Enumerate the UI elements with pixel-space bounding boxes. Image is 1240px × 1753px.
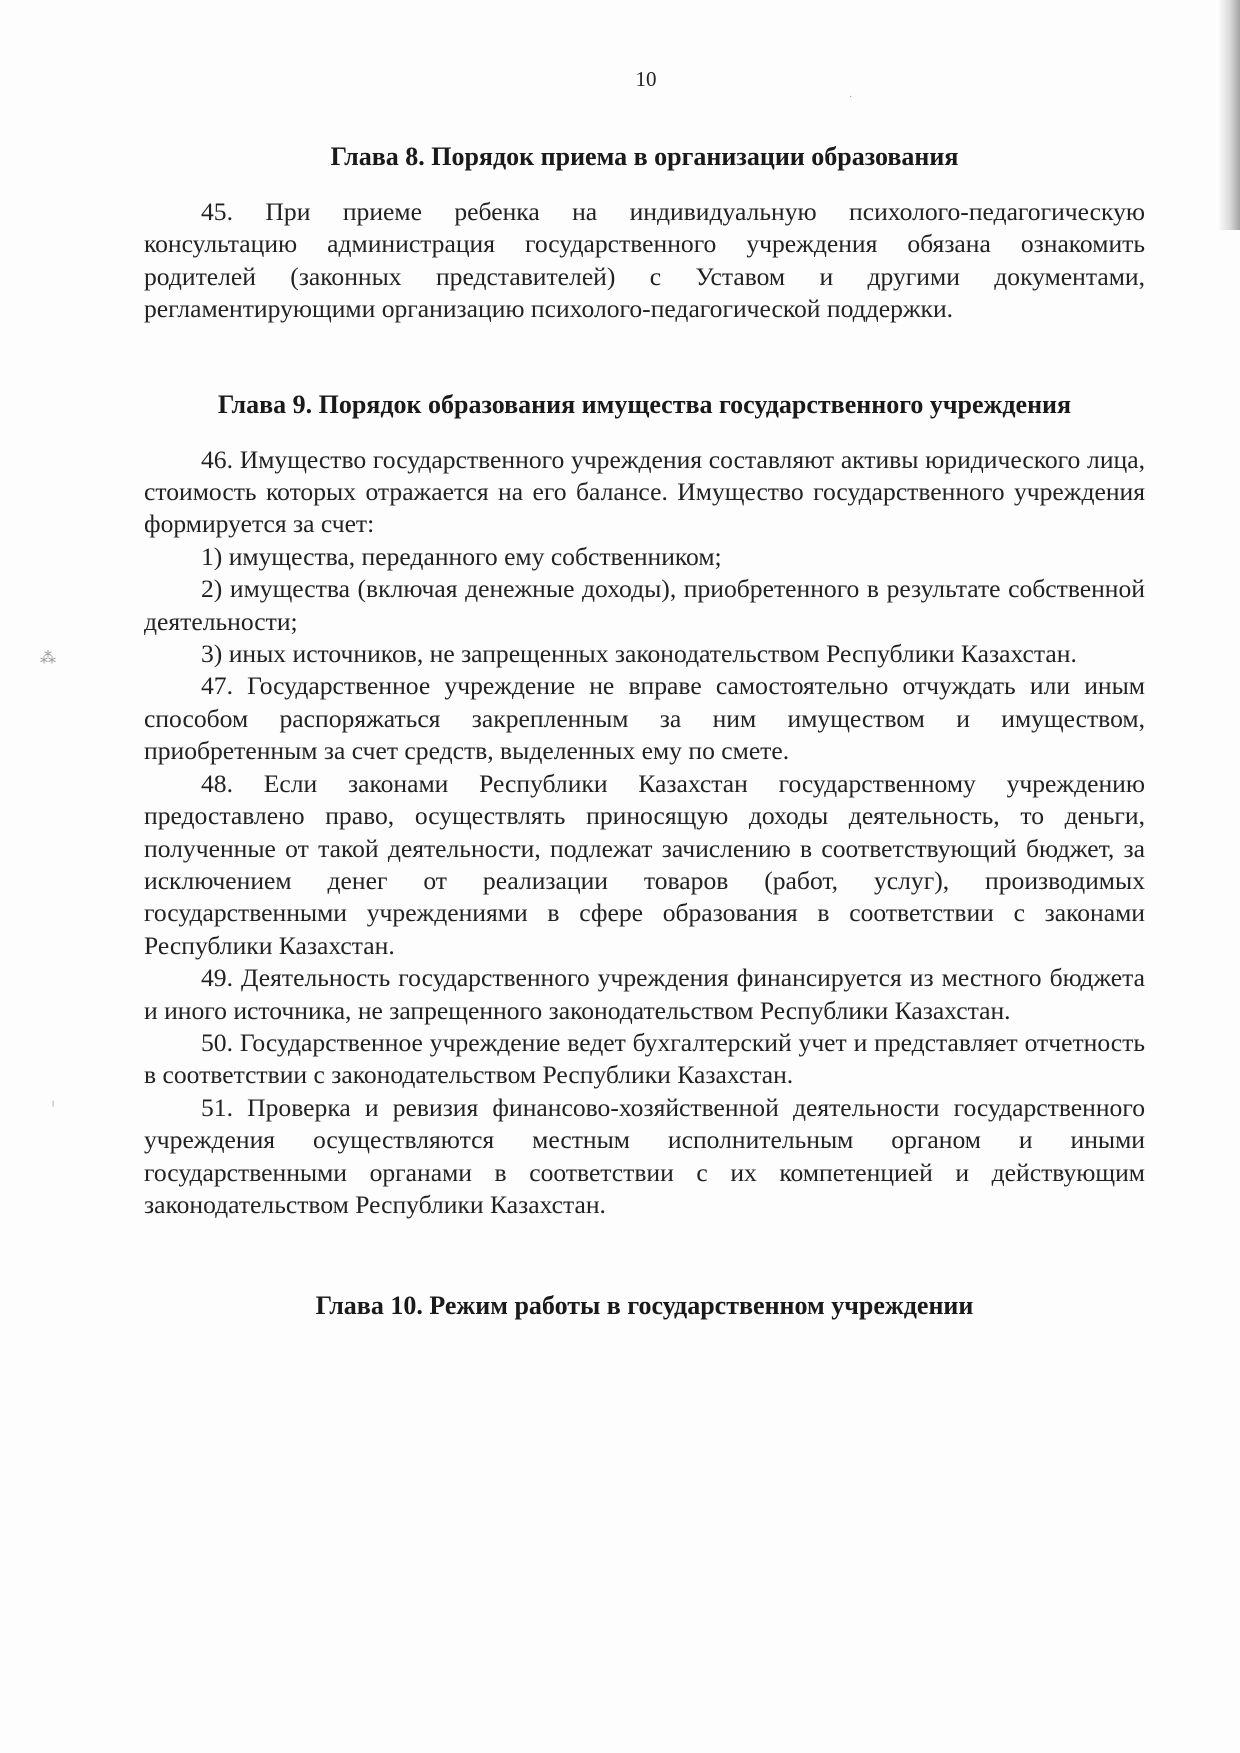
paragraph-46-item-1: 1) имущества, переданного ему собственником; bbox=[201, 541, 722, 571]
paragraph-46-item-2: 2) имущества (включая денежные доходы), приобретенного в результате собственной деятельности; bbox=[144, 574, 1145, 636]
document-body bbox=[144, 140, 1145, 1323]
scan-speck: ⁂ bbox=[40, 650, 56, 667]
paragraph-51: 51. Проверка и ревизия финансово-хозяйственной деятельности государственного учреждения осуществляются местным исполнительным органом и иными государственными органами в соответствии с их компетенцией и действующим законодательством Республики Казахстан. bbox=[144, 1092, 1145, 1219]
chapter-9-title: Глава 9. Порядок образования имущества государственного учреждения bbox=[217, 389, 1072, 419]
paragraph-49: 49. Деятельность государственного учреждения финансируется из местного бюджета и иного источника, не запрещенного законодательством Республики Казахстан. bbox=[144, 963, 1145, 1025]
scan-edge-shadow bbox=[1218, 0, 1240, 230]
chapter-10-title: Глава 10. Режим работы в государственном учреждении bbox=[315, 1291, 974, 1321]
paragraph-45: 45. При приеме ребенка на индивидуальную психолого-педагогическую консультацию администрация государственного учреждения обязана ознакомить родителей (законных представителей) с Уставом и другими документами, регламентирующими организацию психолого-педагогической поддержки. bbox=[144, 197, 1145, 324]
chapter-8-title: Глава 8. Порядок приема в организации образования bbox=[330, 142, 959, 171]
paragraph-46-item-3: 3) иных источников, не запрещенных законодательством Республики Казахстан. bbox=[201, 639, 1077, 669]
scan-speck: ╵ bbox=[50, 1102, 57, 1113]
paragraph-46: 46. Имущество государственного учреждения составляют активы юридического лица, стоимость которых отражается на его балансе. Имущество государственного учреждения формируется за счет: bbox=[144, 444, 1145, 539]
page-number: 10 bbox=[635, 67, 657, 91]
paragraph-48: 48. Если законами Республики Казахстан государственному учреждению предоставлено право, осуществлять приносящую доходы деятельность, то деньги, полученные от такой деятельности, подлежат зачислению в соответствующий бюджет, за исключением денег от реализации товаров (работ, услуг), производимых государственными учреждениями в сфере образования в соответствии с законами Республики Казахстан. bbox=[144, 768, 1145, 960]
paragraph-47: 47. Государственное учреждение не вправе самостоятельно отчуждать или иным способом распоряжаться закрепленным за ним имуществом и имуществом, приобретенным за счет средств, выделенных ему по смете. bbox=[144, 671, 1145, 766]
scan-speck: · bbox=[849, 92, 853, 103]
paragraph-50: 50. Государственное учреждение ведет бухгалтерский учет и представляет отчетность в соответствии с законодательством Республики Казахстан. bbox=[144, 1027, 1145, 1090]
